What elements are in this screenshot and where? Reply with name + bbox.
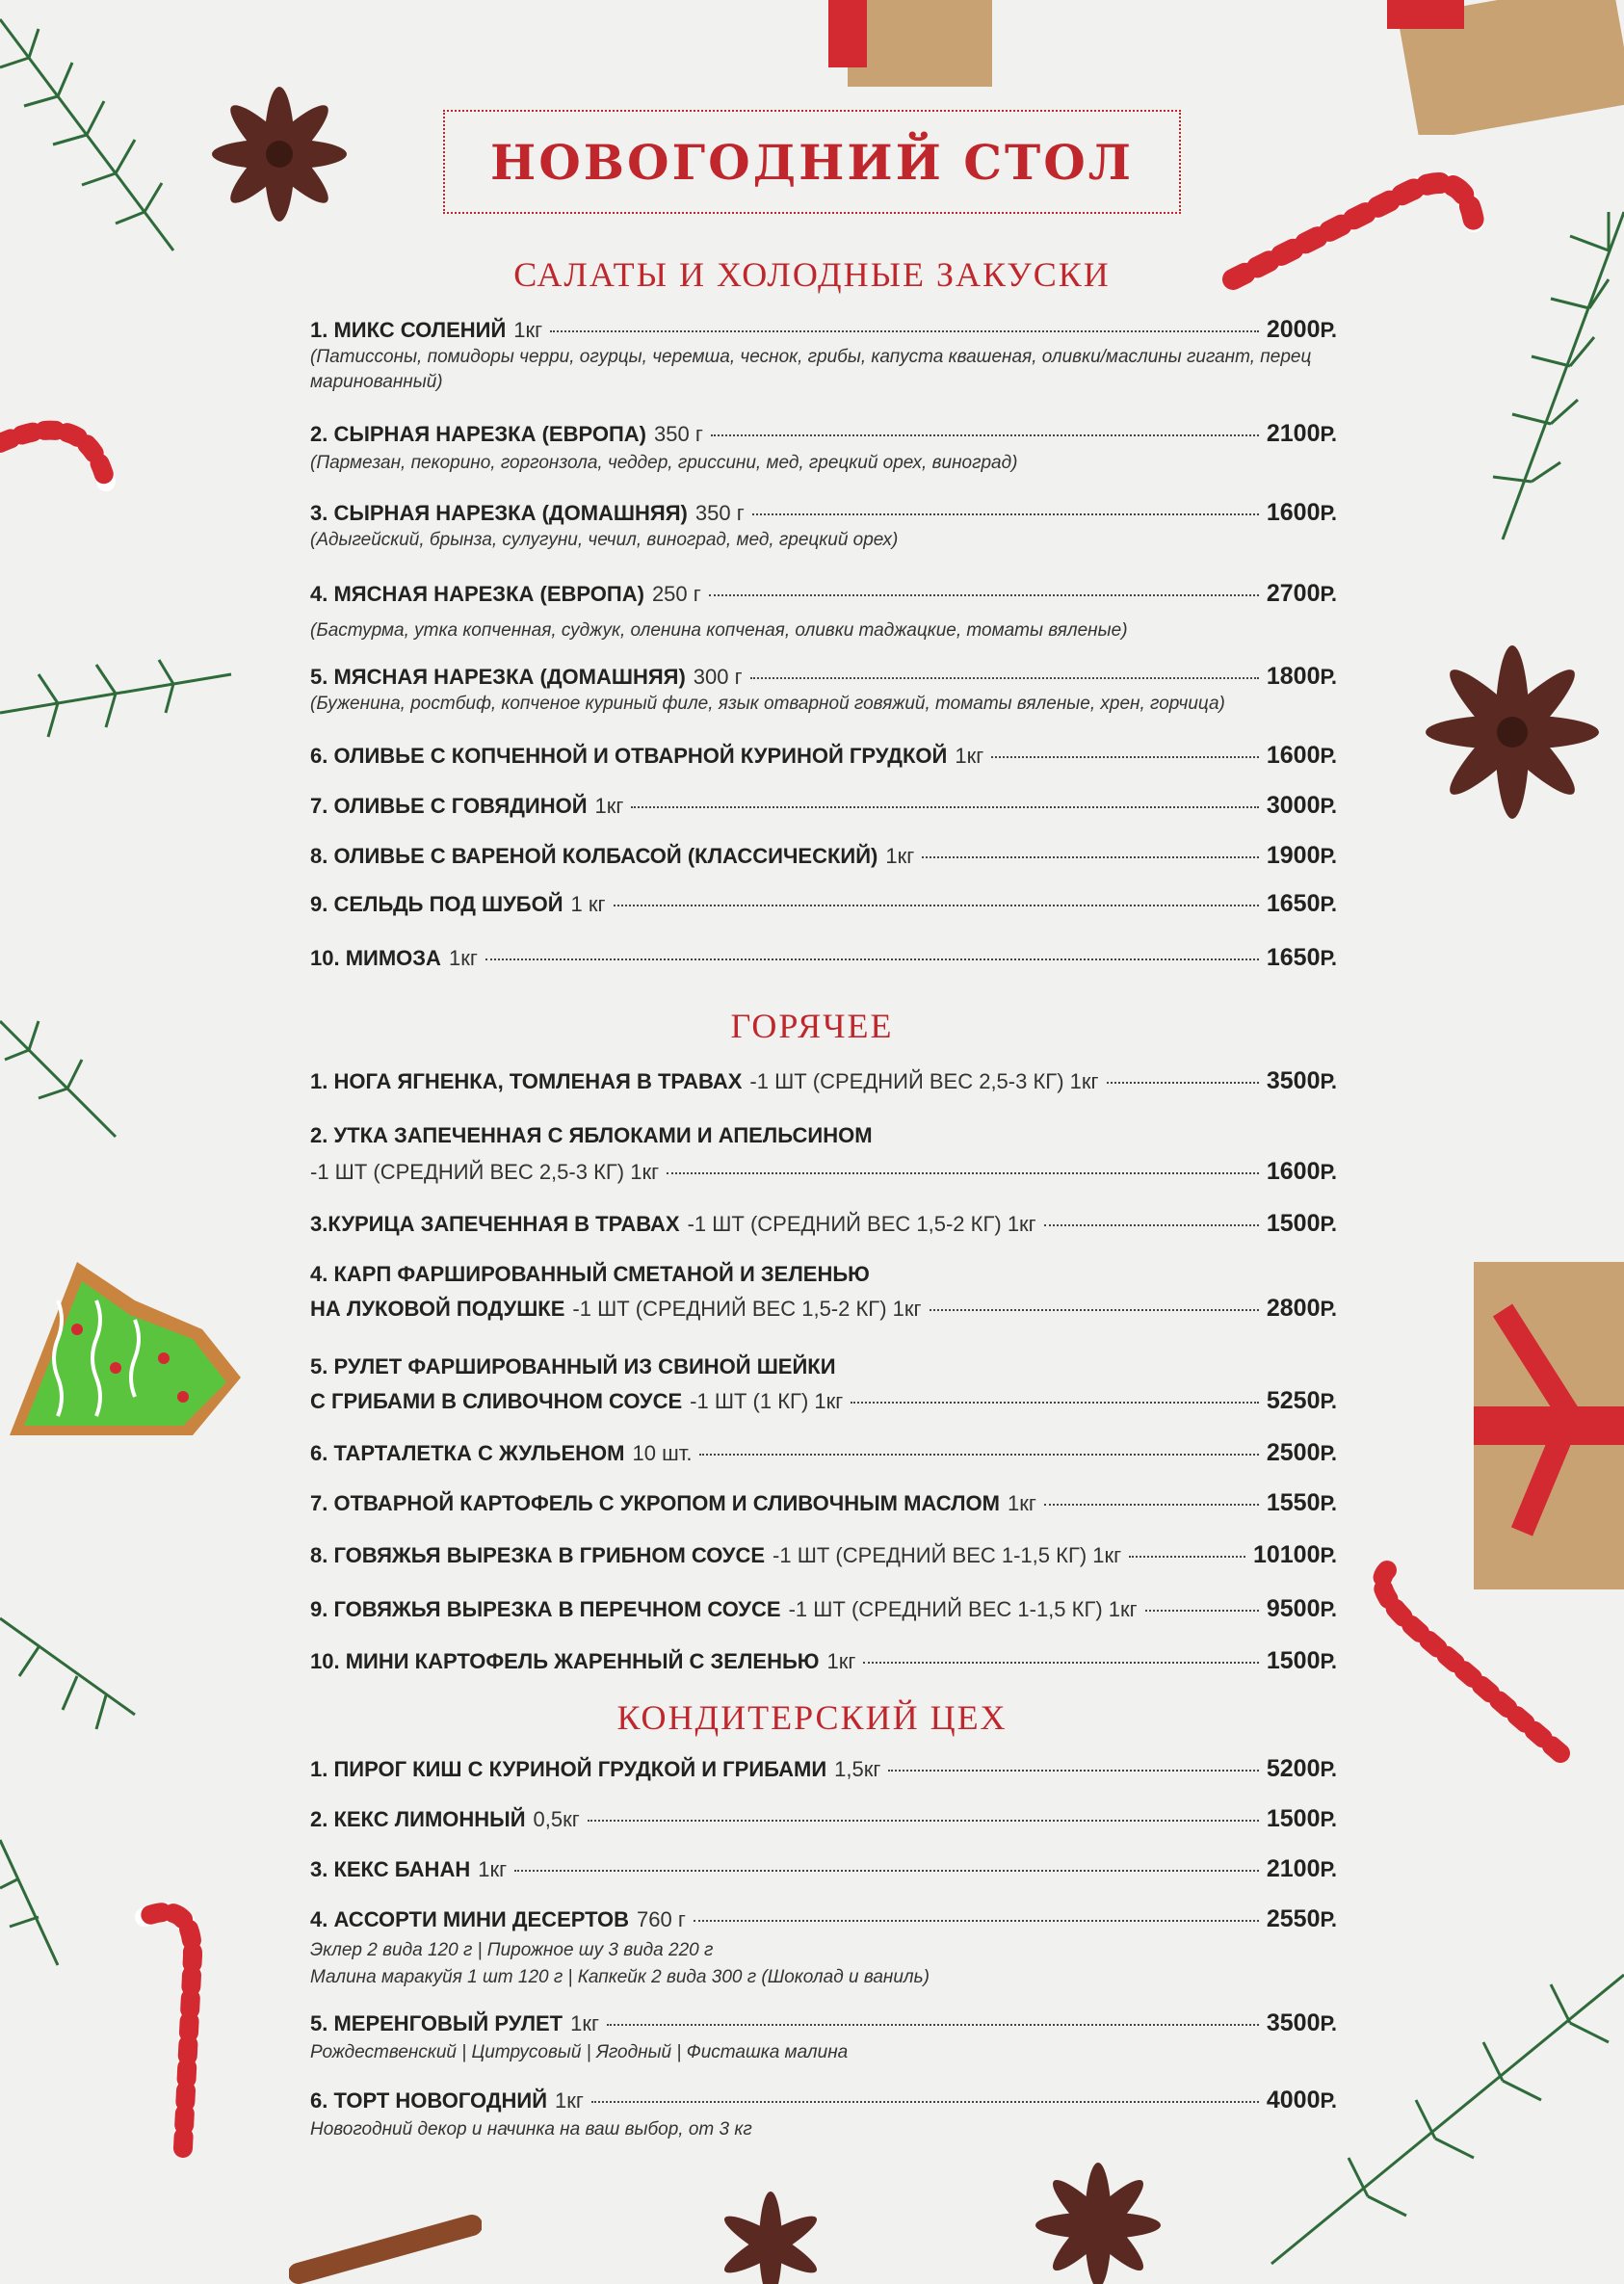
- leader-dots: [699, 1454, 1258, 1456]
- menu-item: [310, 1805, 1337, 1833]
- cinnamon-stick-decoration: [289, 2206, 482, 2284]
- item-weight: 1кг: [478, 1857, 508, 1881]
- menu-item: [310, 890, 1337, 918]
- item-weight: 250 г: [651, 582, 701, 606]
- item-price: 1550Р.: [1266, 1489, 1337, 1516]
- menu-item: [310, 2087, 1337, 2114]
- item-weight: 1кг: [513, 318, 543, 342]
- leader-dots: [1044, 1224, 1259, 1226]
- leader-dots: [1107, 1082, 1259, 1084]
- item-price: 2000Р.: [1266, 316, 1337, 343]
- menu-item: [310, 1387, 1337, 1415]
- item-price: 3500Р.: [1266, 2009, 1337, 2036]
- leader-dots: [750, 677, 1259, 679]
- leader-dots: [588, 1820, 1259, 1822]
- item-name-line: 2. УТКА ЗАПЕЧЕННАЯ С ЯБЛОКАМИ И АПЕЛЬСИНОМ: [310, 1123, 873, 1147]
- item-description: Рождественский | Цитрусовый | Ягодный | Фисташка малина: [310, 2042, 849, 2062]
- star-anise-decoration: [703, 2187, 838, 2284]
- item-price: 1600Р.: [1266, 1158, 1337, 1185]
- star-anise-decoration: [1426, 617, 1599, 848]
- item-name: 5. МЕРЕНГОВЫЙ РУЛЕТ: [310, 2011, 563, 2035]
- item-price: 5250Р.: [1266, 1387, 1337, 1414]
- leader-dots: [607, 2024, 1259, 2026]
- item-name: 8. ОЛИВЬЕ С ВАРЕНОЙ КОЛБАСОЙ (КЛАССИЧЕСКИЙ): [310, 844, 878, 868]
- item-price: 1650Р.: [1266, 890, 1337, 917]
- leader-dots: [694, 1920, 1259, 1922]
- item-name: 6. ТАРТАЛЕТКА С ЖУЛЬЕНОМ: [310, 1441, 625, 1465]
- gift-box-decoration: [1387, 0, 1624, 135]
- item-price: 1500Р.: [1266, 1647, 1337, 1674]
- section-heading-salads: САЛАТЫ И ХОЛОДНЫЕ ЗАКУСКИ: [513, 255, 1111, 294]
- menu-item: [310, 420, 1337, 448]
- leader-dots: [888, 1770, 1258, 1772]
- item-price: 3000Р.: [1266, 792, 1337, 819]
- item-weight: 10 шт.: [632, 1441, 693, 1465]
- menu-item: [310, 580, 1337, 608]
- leader-dots: [711, 434, 1259, 436]
- gingerbread-tree-decoration: [0, 1243, 250, 1455]
- item-weight: 1кг: [555, 2088, 584, 2113]
- item-price: 1900Р.: [1266, 842, 1337, 869]
- item-price: 2700Р.: [1266, 580, 1337, 607]
- pine-branch-decoration: [1464, 193, 1624, 559]
- item-weight: 350 г: [694, 501, 745, 525]
- item-weight: -1 ШТ (СРЕДНИЙ ВЕС 1-1,5 КГ) 1кг: [773, 1543, 1122, 1567]
- leader-dots: [991, 756, 1259, 758]
- menu-item: [310, 1855, 1337, 1883]
- item-weight: 350 г: [654, 422, 703, 446]
- item-price: 2550Р.: [1266, 1905, 1337, 1932]
- item-weight: -1 ШТ (СРЕДНИЙ ВЕС 2,5-3 КГ) 1кг: [749, 1069, 1099, 1093]
- menu-item: [310, 842, 1337, 870]
- item-price: 3500Р.: [1266, 1067, 1337, 1094]
- item-name: 1. ПИРОГ КИШ С КУРИНОЙ ГРУДКОЙ И ГРИБАМИ: [310, 1757, 827, 1781]
- item-price: 4000Р.: [1266, 2087, 1337, 2113]
- item-weight: 1,5кг: [834, 1757, 881, 1781]
- gift-box-decoration: [828, 0, 992, 96]
- candy-cane-decoration: [0, 405, 135, 530]
- item-description: (Патиссоны, помидоры черри, огурцы, черемша, чеснок, грибы, капуста квашеная, оливки/маслины гигант, перец маринованный): [310, 347, 1312, 392]
- page-title: НОВОГОДНИЙ СТОЛ: [489, 133, 1135, 191]
- item-description: Новогодний декор и начинка на ваш выбор, от 3 кг: [310, 2119, 752, 2140]
- item-weight: 1кг: [955, 744, 984, 768]
- star-anise-decoration: [202, 58, 356, 250]
- leader-dots: [1044, 1504, 1259, 1506]
- item-weight: 1кг: [570, 2011, 600, 2035]
- leader-dots: [922, 856, 1259, 858]
- menu-item: [310, 742, 1337, 770]
- item-name-line: 5. РУЛЕТ ФАРШИРОВАННЫЙ ИЗ СВИНОЙ ШЕЙКИ: [310, 1354, 836, 1378]
- item-weight: 0,5кг: [533, 1807, 580, 1831]
- item-price: 5200Р.: [1266, 1755, 1337, 1782]
- menu-item: [310, 944, 1337, 972]
- item-weight: 1кг: [448, 946, 478, 970]
- item-weight: 1 кг: [570, 892, 606, 916]
- item-weight: -1 ШТ (СРЕДНИЙ ВЕС 1,5-2 КГ) 1кг: [687, 1212, 1036, 1236]
- item-price: 1500Р.: [1266, 1210, 1337, 1237]
- leader-dots: [851, 1402, 1259, 1404]
- item-name: 7. ОТВАРНОЙ КАРТОФЕЛЬ С УКРОПОМ И СЛИВОЧНЫМ МАСЛОМ: [310, 1491, 1000, 1515]
- leader-dots: [667, 1172, 1259, 1174]
- leader-dots: [1145, 1610, 1259, 1612]
- leader-dots: [752, 513, 1259, 515]
- menu-item: [310, 663, 1337, 691]
- menu-item: [310, 499, 1337, 527]
- item-price: 1600Р.: [1266, 742, 1337, 769]
- menu-item: [310, 1755, 1337, 1783]
- leader-dots: [614, 905, 1259, 906]
- item-price: 1800Р.: [1266, 663, 1337, 690]
- item-name: НА ЛУКОВОЙ ПОДУШКЕ: [310, 1297, 565, 1321]
- item-name: 1. МИКС СОЛЕНИЙ: [310, 318, 507, 342]
- leader-dots: [550, 330, 1259, 332]
- leader-dots: [631, 806, 1258, 808]
- menu-item: [310, 1067, 1337, 1095]
- leader-dots: [863, 1662, 1259, 1664]
- item-name: 9. ГОВЯЖЬЯ ВЫРЕЗКА В ПЕРЕЧНОМ СОУСЕ: [310, 1597, 781, 1621]
- item-name: 9. СЕЛЬДЬ ПОД ШУБОЙ: [310, 892, 563, 916]
- menu-item: [310, 1647, 1337, 1675]
- item-weight: 760 г: [637, 1907, 686, 1931]
- item-description: Малина маракуйя 1 шт 120 г | Капкейк 2 вида 300 г (Шоколад и ваниль): [310, 1967, 930, 1987]
- item-price: 1500Р.: [1266, 1805, 1337, 1832]
- leader-dots: [709, 594, 1259, 596]
- star-anise-decoration: [1021, 2158, 1175, 2284]
- item-price: 2800Р.: [1266, 1295, 1337, 1322]
- item-name: 4. АССОРТИ МИНИ ДЕСЕРТОВ: [310, 1907, 630, 1931]
- pine-branch-decoration: [0, 0, 193, 289]
- leader-dots: [1129, 1556, 1245, 1558]
- item-weight: -1 ШТ (1 КГ) 1кг: [690, 1389, 844, 1413]
- item-price: 2100Р.: [1266, 420, 1337, 447]
- candy-cane-decoration: [116, 1878, 241, 2158]
- menu-item: [310, 2009, 1337, 2037]
- gift-box-decoration: [1464, 1252, 1624, 1599]
- item-description: (Буженина, ростбиф, копченое куриный филе, язык отварной говяжий, томаты вяленые, хрен, горчица): [310, 694, 1225, 714]
- item-name: 2. КЕКС ЛИМОННЫЙ: [310, 1807, 526, 1831]
- item-name: 4. МЯСНАЯ НАРЕЗКА (ЕВРОПА): [310, 582, 644, 606]
- item-weight: 1кг: [885, 844, 915, 868]
- leader-dots: [485, 958, 1259, 960]
- pine-branch-decoration: [0, 655, 241, 1156]
- item-weight: -1 ШТ (СРЕДНИЙ ВЕС 1-1,5 КГ) 1кг: [788, 1597, 1138, 1621]
- menu-item: [310, 1905, 1337, 1933]
- leader-dots: [514, 1870, 1259, 1872]
- section-heading-hot: ГОРЯЧЕЕ: [730, 1007, 894, 1045]
- item-price: 2100Р.: [1266, 1855, 1337, 1882]
- item-description: (Адыгейский, брынза, сулугуни, чечил, виноград, мед, грецкий орех): [310, 530, 899, 550]
- menu-item: [310, 316, 1337, 344]
- item-weight: 300 г: [693, 665, 743, 689]
- pine-branch-decoration: [1252, 1946, 1624, 2284]
- item-description: Эклер 2 вида 120 г | Пирожное шу 3 вида 220 г: [310, 1940, 714, 1960]
- item-weight: 1кг: [826, 1649, 856, 1673]
- item-name: 2. СЫРНАЯ НАРЕЗКА (ЕВРОПА): [310, 422, 647, 446]
- item-name: 1. НОГА ЯГНЕНКА, ТОМЛЕНАЯ В ТРАВАХ: [310, 1069, 743, 1093]
- menu-item: [310, 1210, 1337, 1238]
- item-price: 9500Р.: [1266, 1595, 1337, 1622]
- leader-dots: [591, 2101, 1259, 2103]
- menu-item: [310, 1158, 1337, 1186]
- item-name: 3. СЫРНАЯ НАРЕЗКА (ДОМАШНЯЯ): [310, 501, 688, 525]
- menu-item: [310, 1595, 1337, 1623]
- item-name: 3. КЕКС БАНАН: [310, 1857, 471, 1881]
- item-name: 10. МИНИ КАРТОФЕЛЬ ЖАРЕННЫЙ С ЗЕЛЕНЬЮ: [310, 1649, 820, 1673]
- item-name: 7. ОЛИВЬЕ С ГОВЯДИНОЙ: [310, 794, 588, 818]
- title-frame: [443, 110, 1181, 214]
- item-weight: -1 ШТ (СРЕДНИЙ ВЕС 1,5-2 КГ) 1кг: [572, 1297, 922, 1321]
- menu-item: [310, 1439, 1337, 1467]
- item-name-line: 4. КАРП ФАРШИРОВАННЫЙ СМЕТАНОЙ И ЗЕЛЕНЬЮ: [310, 1262, 870, 1286]
- leader-dots: [930, 1309, 1259, 1311]
- item-name: 6. ТОРТ НОВОГОДНИЙ: [310, 2088, 548, 2113]
- menu-item: [310, 1489, 1337, 1517]
- item-name: 6. ОЛИВЬЕ С КОПЧЕННОЙ И ОТВАРНОЙ КУРИНОЙ ГРУДКОЙ: [310, 744, 948, 768]
- item-price: 2500Р.: [1266, 1439, 1337, 1466]
- item-weight: -1 ШТ (СРЕДНИЙ ВЕС 2,5-3 КГ) 1кг: [310, 1160, 660, 1184]
- item-description: (Пармезан, пекорино, горгонзола, чеддер, гриссини, мед, грецкий орех, виноград): [310, 453, 1018, 473]
- item-price: 1650Р.: [1266, 944, 1337, 971]
- item-weight: 1кг: [1007, 1491, 1036, 1515]
- item-price: 10100Р.: [1252, 1541, 1337, 1568]
- item-name: 5. МЯСНАЯ НАРЕЗКА (ДОМАШНЯЯ): [310, 665, 686, 689]
- item-name: 3.КУРИЦА ЗАПЕЧЕННАЯ В ТРАВАХ: [310, 1212, 680, 1236]
- item-weight: 1кг: [594, 794, 624, 818]
- section-heading-pastry: КОНДИТЕРСКИЙ ЦЕХ: [616, 1698, 1008, 1737]
- item-name: 8. ГОВЯЖЬЯ ВЫРЕЗКА В ГРИБНОМ СОУСЕ: [310, 1543, 766, 1567]
- item-name: С ГРИБАМИ В СЛИВОЧНОМ СОУСЕ: [310, 1389, 683, 1413]
- menu-item: [310, 1541, 1337, 1569]
- item-description: (Бастурма, утка копченная, суджук, оленина копченая, оливки таджацкие, томаты вяленые): [310, 620, 1128, 641]
- item-price: 1600Р.: [1266, 499, 1337, 526]
- menu-item: [310, 1295, 1337, 1323]
- menu-item: [310, 792, 1337, 820]
- item-name: 10. МИМОЗА: [310, 946, 441, 970]
